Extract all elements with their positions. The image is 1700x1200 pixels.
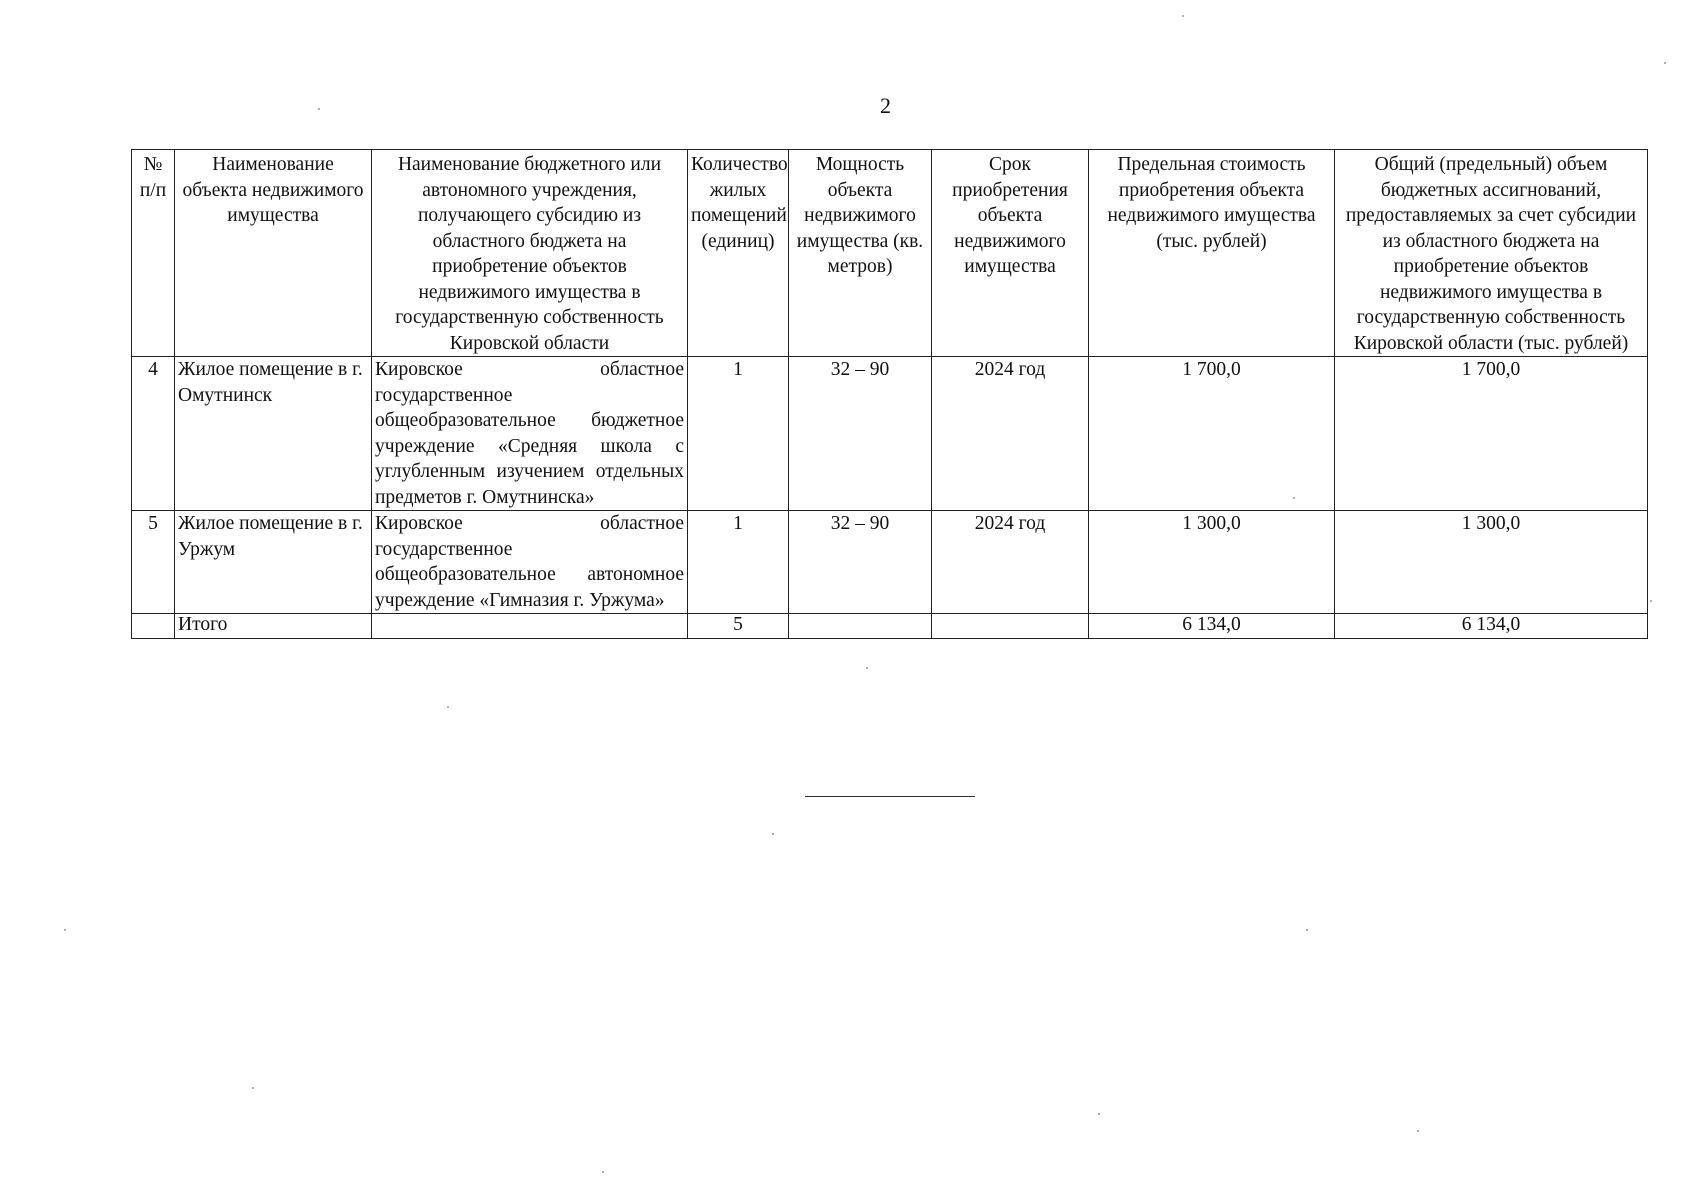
header-object: Наименование объекта недвижимого имущества [175,150,372,357]
cell-num: 4 [132,357,175,511]
scan-speck [866,667,868,669]
cell-institution-empty [372,614,688,639]
end-of-document-rule [805,796,975,797]
scan-speck [1417,1130,1419,1132]
total-row [132,614,1648,639]
scan-speck [1293,497,1295,499]
table-row [132,511,1648,614]
scan-speck [64,929,66,931]
scan-speck [1182,15,1184,17]
header-count: Количество жилых помещений (единиц) [688,150,789,357]
cell-area: 32 – 90 [789,511,932,614]
total-amount: 6 134,0 [1335,614,1648,639]
total-label: Итого [175,614,372,639]
header-area: Мощность объекта недвижимого имущества (кв. метров) [789,150,932,357]
scan-speck [602,1171,604,1173]
cell-term-empty [932,614,1089,639]
cell-area-empty [789,614,932,639]
table-row [132,357,1648,511]
cell-term: 2024 год [932,357,1089,511]
cell-institution: Кировское областное государственное общеобразовательное бюджетное учреждение «Средняя школа с углубленным изучением отдельных предметов г. Омутнинска» [372,357,688,511]
scan-speck [1664,62,1666,64]
cell-num: 5 [132,511,175,614]
page-number: 2 [880,93,891,118]
cell-total: 1 700,0 [1335,357,1648,511]
total-count: 5 [688,614,789,639]
cell-num-empty [132,614,175,639]
table-header-row [132,150,1648,357]
header-total: Общий (предельный) объем бюджетных ассигнований, предоставляемых за счет субсидии из областного бюджета на приобретение объектов недвижимого имущества в государственную собственность Кировской области (тыс. рублей) [1335,150,1648,357]
cell-count: 1 [688,357,789,511]
cell-cost: 1 700,0 [1089,357,1335,511]
cell-area: 32 – 90 [789,357,932,511]
scan-speck [1098,1113,1100,1115]
cell-object: Жилое помещение в г. Уржум [175,511,372,614]
header-cost: Предельная стоимость приобретения объекта недвижимого имущества (тыс. рублей) [1089,150,1335,357]
acquisition-table [131,149,1648,639]
cell-cost: 1 300,0 [1089,511,1335,614]
cell-object: Жилое помещение в г. Омутнинск [175,357,372,511]
header-term: Срок приобретения объекта недвижимого имущества [932,150,1089,357]
total-cost: 6 134,0 [1089,614,1335,639]
header-num: № п/п [132,150,175,357]
cell-count: 1 [688,511,789,614]
scan-speck [252,1087,254,1089]
scan-speck [772,833,774,835]
scan-speck [1650,600,1652,602]
scan-speck [1306,929,1308,931]
scan-speck [447,706,449,708]
cell-institution: Кировское областное государственное общеобразовательное автономное учреждение «Гимназия г. Уржума» [372,511,688,614]
cell-total: 1 300,0 [1335,511,1648,614]
cell-term: 2024 год [932,511,1089,614]
header-institution: Наименование бюджетного или автономного учреждения, получающего субсидию из областного бюджета на приобретение объектов недвижимого имущества в государственную собственность Кировской области [372,150,688,357]
scan-speck [318,108,320,110]
